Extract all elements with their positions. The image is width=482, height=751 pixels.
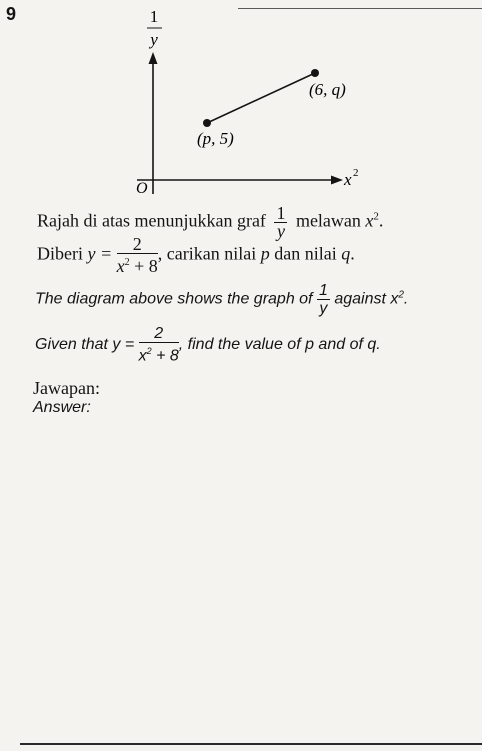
x-axis-label: x bbox=[344, 170, 352, 189]
malay-line-2-given: Diberi bbox=[37, 243, 83, 264]
answer-space[interactable] bbox=[0, 425, 482, 735]
malay-line-1-exponent: 2 bbox=[373, 210, 379, 223]
graph bbox=[0, 0, 482, 210]
english-line-1-against: against x bbox=[334, 290, 399, 308]
fraction-numerator: 2 bbox=[117, 236, 158, 254]
denominator-constant: + 8 bbox=[129, 256, 158, 276]
y-axis-label-den: y bbox=[150, 30, 158, 49]
y-axis-label-num: 1 bbox=[149, 7, 159, 26]
malay-line-2 bbox=[37, 236, 355, 275]
fraction-denominator bbox=[139, 343, 179, 364]
malay-line-2-find: , carikan nilai bbox=[157, 243, 257, 264]
malay-line-1-text: Rajah di atas menunjukkan graf bbox=[37, 210, 266, 231]
malay-line-2-period: . bbox=[350, 243, 355, 264]
denominator-variable: x bbox=[138, 347, 147, 365]
point-a bbox=[203, 119, 211, 127]
fraction-numerator: 2 bbox=[139, 325, 179, 343]
x-axis-exponent: 2 bbox=[353, 167, 359, 179]
english-line-1 bbox=[35, 282, 408, 317]
fraction-denominator bbox=[117, 254, 158, 275]
malay-line-1-period: . bbox=[378, 210, 384, 231]
english-line-1-fraction bbox=[317, 282, 330, 317]
fraction-denominator: y bbox=[276, 221, 285, 241]
answer-label-english: Answer: bbox=[33, 399, 91, 416]
malay-line-2-fraction bbox=[117, 236, 158, 275]
english-line-2-find: , find the value of p and of q. bbox=[178, 335, 381, 353]
denominator-exponent: 2 bbox=[124, 257, 130, 268]
english-line-2 bbox=[35, 325, 381, 364]
point-a-label: (p, 5) bbox=[197, 129, 234, 148]
malay-line-1 bbox=[37, 205, 383, 240]
point-b bbox=[311, 69, 319, 77]
y-axis-arrow bbox=[149, 52, 158, 64]
malay-line-2-and: dan nilai bbox=[274, 243, 337, 264]
point-b-label: (6, q) bbox=[309, 80, 346, 99]
fraction-denominator: y bbox=[319, 300, 328, 317]
english-line-1-exponent: 2 bbox=[398, 289, 404, 301]
english-line-2-given: Given that y = bbox=[35, 335, 135, 353]
fraction-numerator: 1 bbox=[318, 282, 328, 299]
question-number: 9 bbox=[6, 4, 17, 24]
malay-line-1-variable: x bbox=[365, 210, 374, 231]
x-axis-arrow bbox=[331, 176, 343, 185]
denominator-variable: x bbox=[116, 256, 125, 276]
malay-line-2-equation: y = bbox=[87, 243, 113, 264]
answer-label-malay: Jawapan: bbox=[33, 378, 100, 398]
footer-rule bbox=[20, 743, 482, 745]
malay-line-1-against: melawan bbox=[295, 210, 361, 231]
english-line-1-text: The diagram above shows the graph of bbox=[35, 290, 313, 308]
english-line-1-period: . bbox=[403, 290, 409, 308]
malay-line-1-fraction bbox=[274, 205, 287, 240]
malay-line-2-q: q bbox=[341, 243, 351, 264]
fraction-numerator: 1 bbox=[276, 203, 286, 223]
english-line-2-fraction bbox=[139, 325, 179, 364]
denominator-exponent: 2 bbox=[146, 346, 152, 356]
graph-line-segment bbox=[207, 73, 315, 123]
malay-line-2-p: p bbox=[260, 243, 270, 264]
denominator-constant: + 8 bbox=[151, 347, 179, 365]
origin-label: O bbox=[136, 180, 148, 197]
